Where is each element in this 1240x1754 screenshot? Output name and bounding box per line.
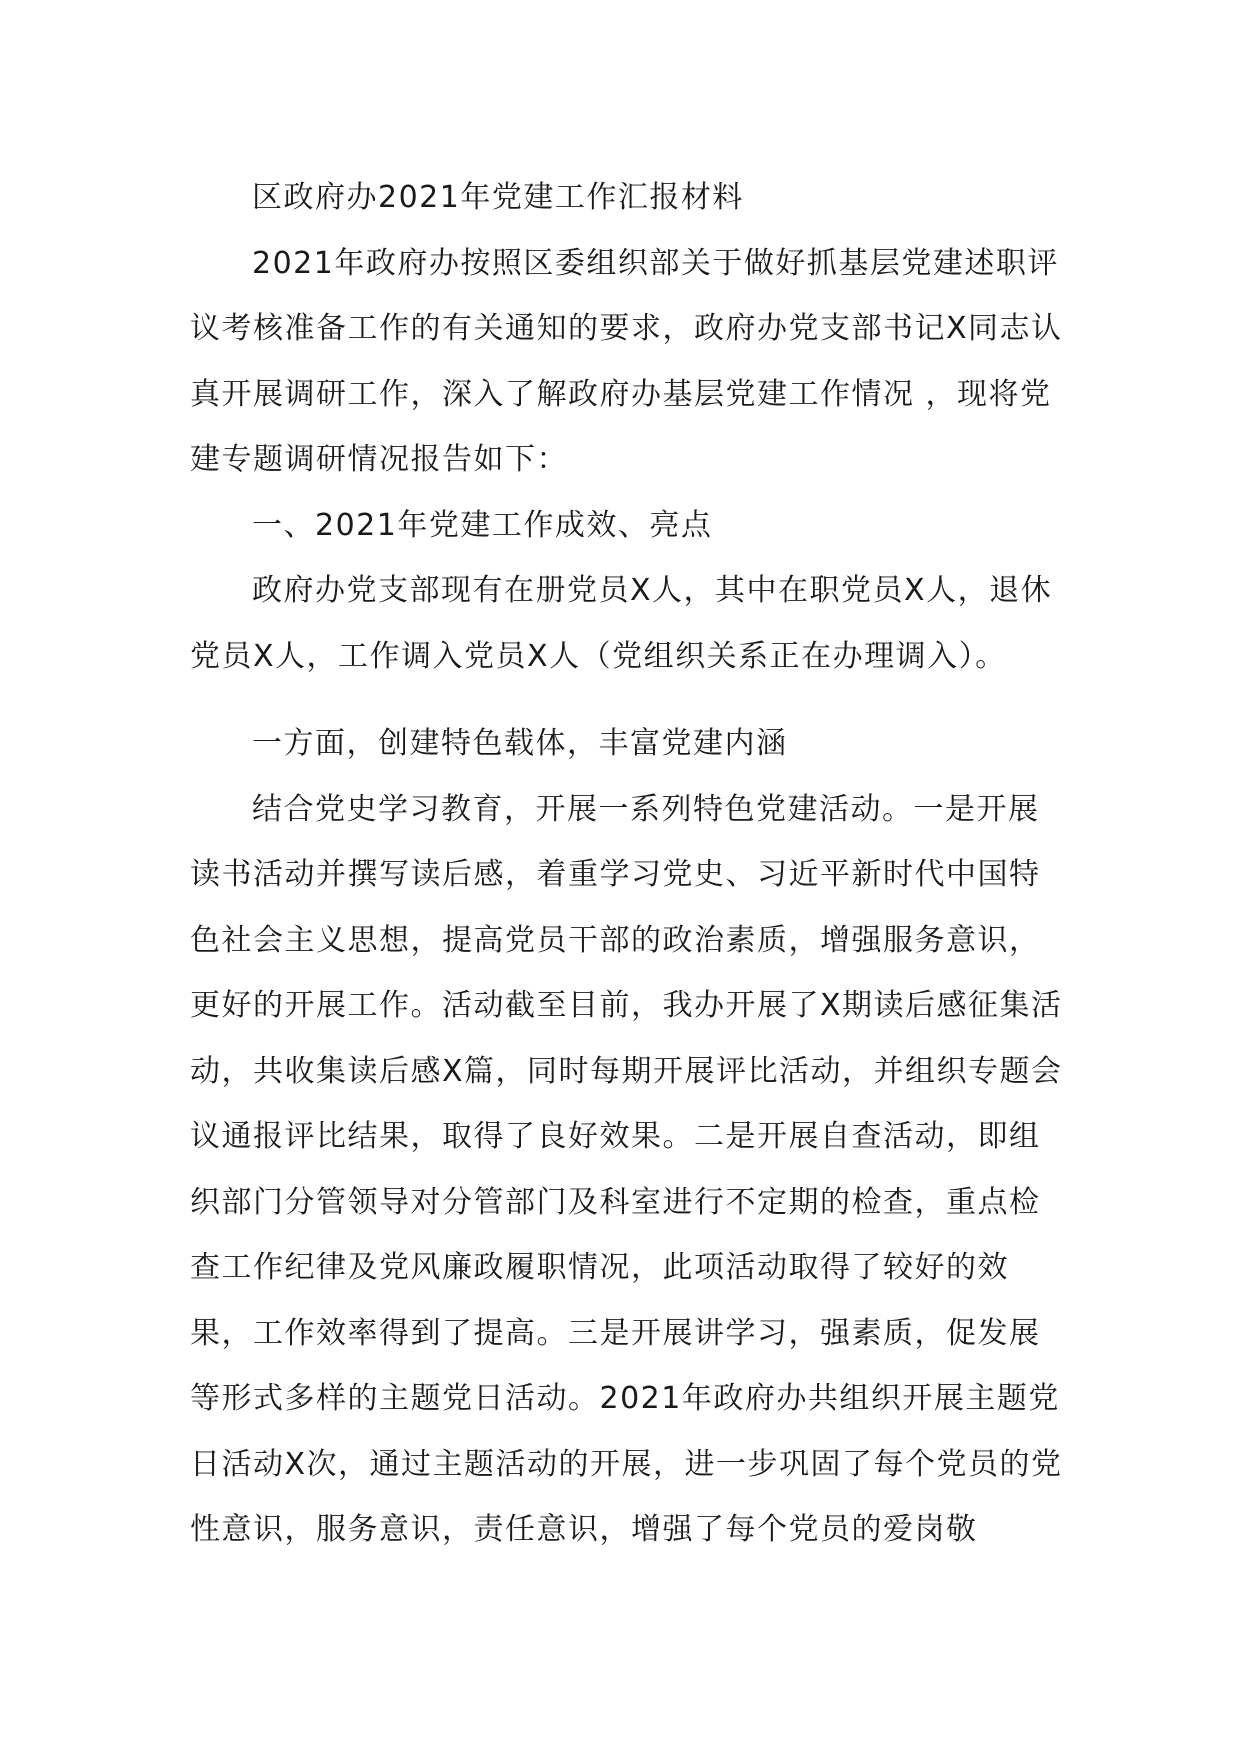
section-heading: 一、2021年党建工作成效、亮点 (252, 507, 713, 543)
activities-paragraph: 结合党史学习教育，开展一系列特色党建活动。一是开展读书活动并撰写读后感，着重学习党史、习近平新时代中国特色社会主义思想，提高党员干部的政治素质，增强服务意识，更好的开展工作。活动截至目前，我办开展了X期读后感征集活动，共收集读后感X篇，同时每期开展评比活动，并组织专题会议通报评比结果，取得了良好效果。二是开展自查活动，即组织部门分管领导对分管部门及科室进行不定期的检查，重点检查工作纪律及党风廉政履职情况，此项活动取得了较好的效果，工作效率得到了提高。三是开展讲学习，强素质，促发展等形式多样的主题党日活动。2021年政府办共组织开展主题党日活动X次，通过主题活动的开展，进一步巩固了每个党员的党性意识，服务意识，责任意识，增强了每个党员的爱岗敬 (190, 791, 1063, 1547)
intro-paragraph: 2021年政府办按照区委组织部关于做好抓基层党建述职评议考核准备工作的有关通知的要求，政府办党支部书记X同志认真开展调研工作，深入了解政府办基层党建工作情况 ，现将党建专题调研情况报告如下： (190, 245, 1063, 477)
membership-paragraph: 政府办党支部现有在册党员X人，其中在职党员X人，退休党员X人，工作调入党员X人（党组织关系正在办理调入）。 (190, 573, 1053, 674)
subheading: 一方面，创建特色载体，丰富党建内涵 (252, 726, 788, 761)
document-body (190, 165, 1070, 1563)
document-title: 区政府办2021年党建工作汇报材料 (252, 180, 744, 215)
